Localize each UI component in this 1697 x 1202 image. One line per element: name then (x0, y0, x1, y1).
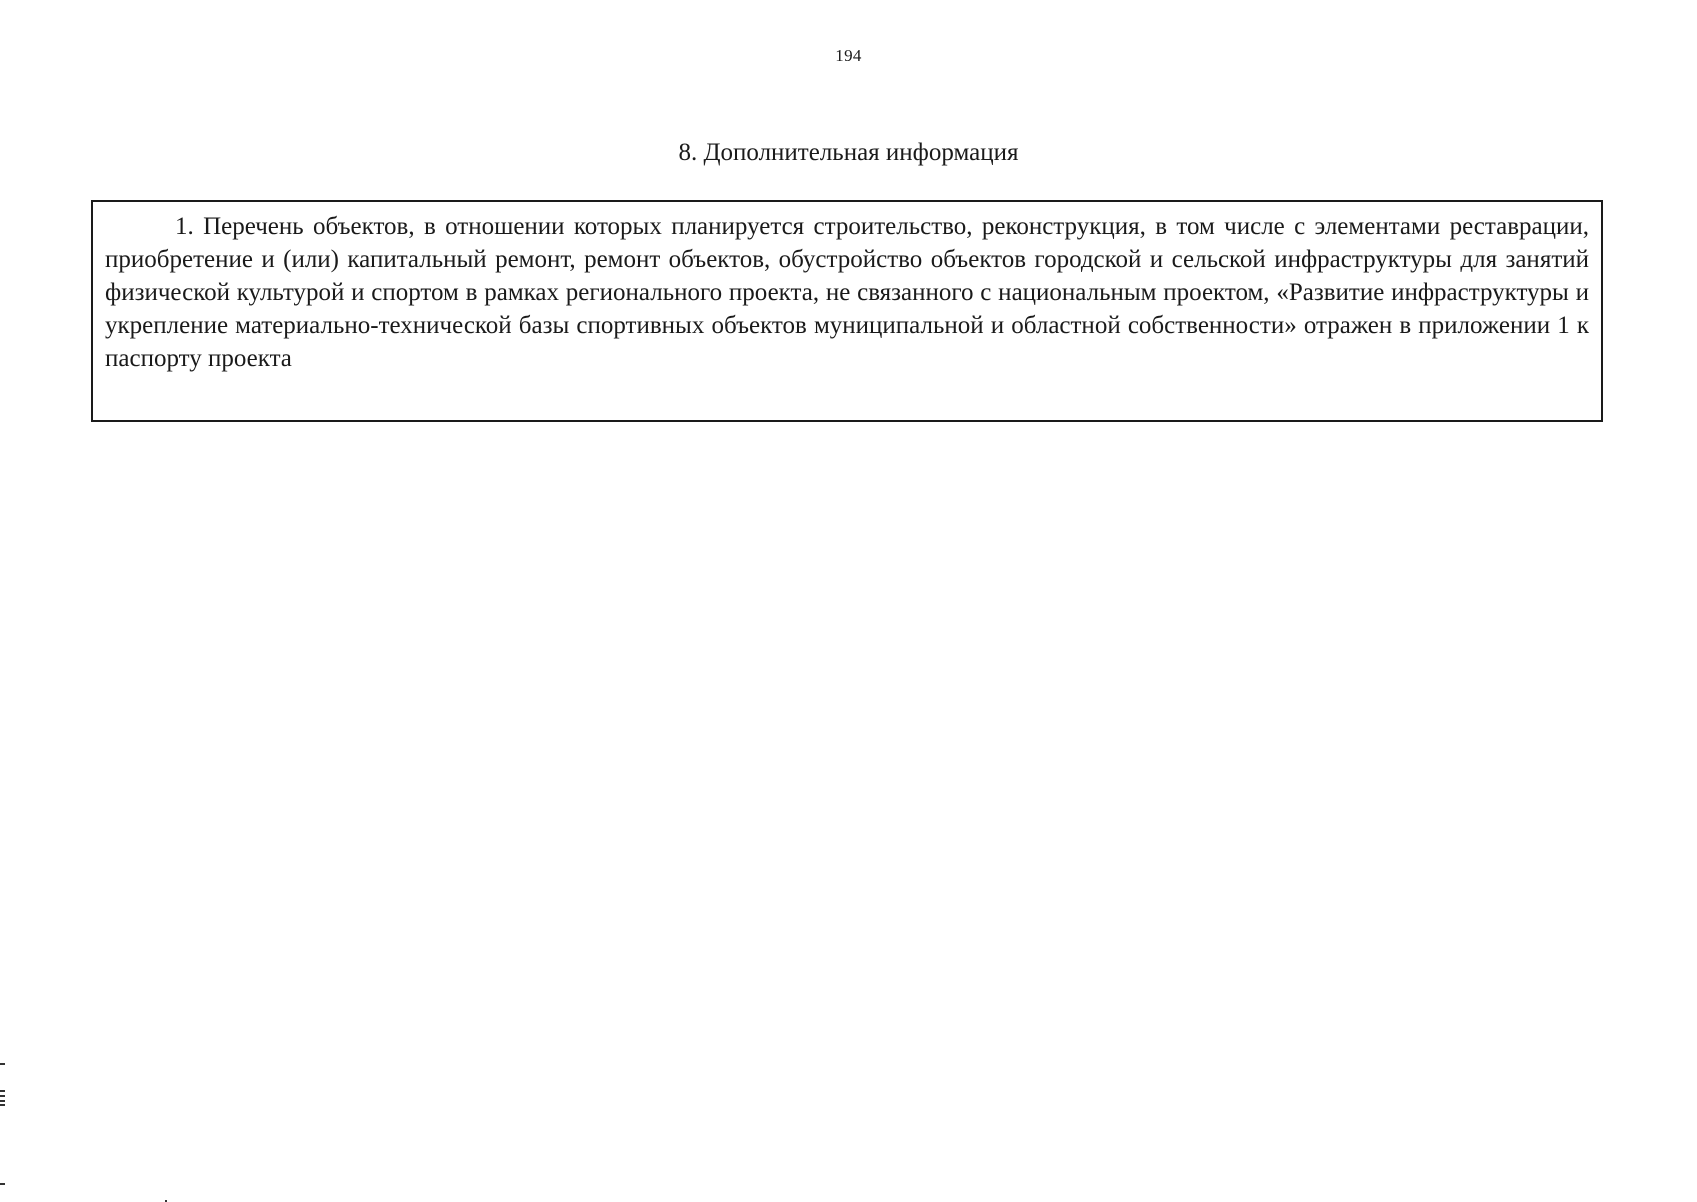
section-title: 8. Дополнительная информация (678, 139, 1019, 166)
scan-artifact (0, 1183, 5, 1185)
scan-artifact (0, 1090, 5, 1092)
page-number: 194 (835, 46, 862, 65)
scan-artifact (0, 1104, 5, 1106)
additional-info-box (91, 200, 1603, 422)
additional-info-paragraph: 1. Перечень объектов, в отношении которых планируется строительство, реконструкция, в том числе с элементами реставрации, приобретение и (или) капитальный ремонт, ремонт объектов, обустройство объектов городской и сельской инфраструктуры для занятий физической культурой и спортом в рамках регионального проекта, не связанного с национальным проектом, «Развитие инфраструктуры и укрепление материально-технической базы спортивных объектов муниципальной и областной собственности» отражен в приложении 1 к паспорту проекта (105, 213, 1589, 372)
scan-artifact (0, 1095, 5, 1097)
scan-artifact (0, 1063, 5, 1065)
scan-artifact (0, 1100, 5, 1102)
